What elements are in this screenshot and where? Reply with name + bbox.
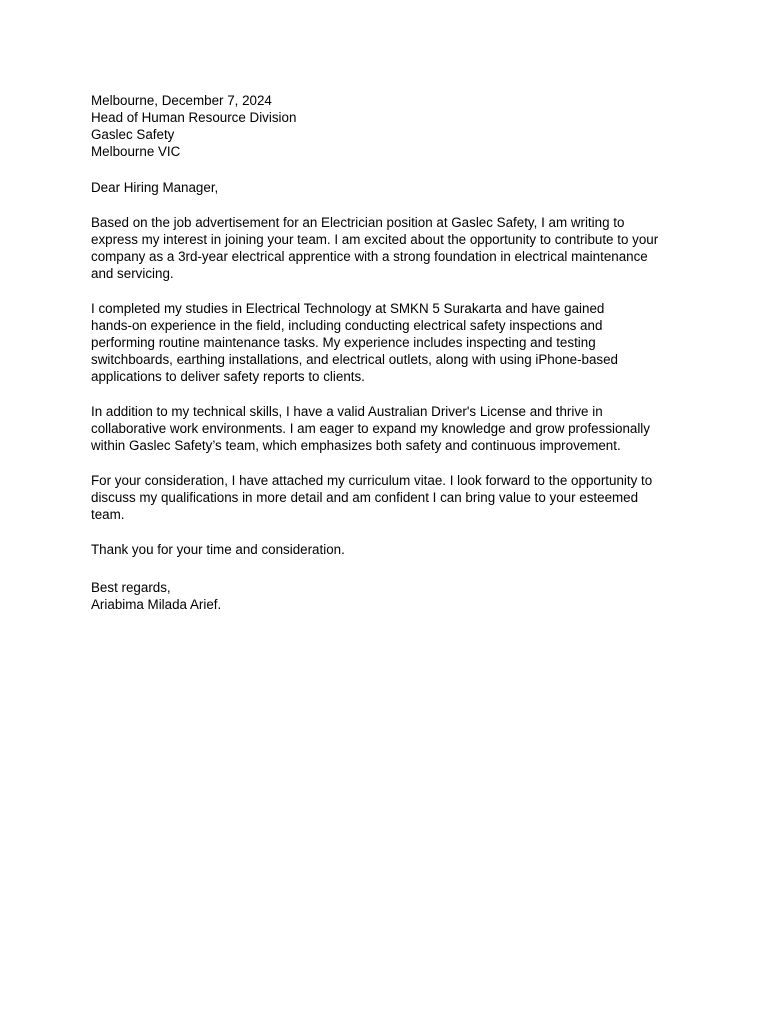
valediction: Best regards, [91, 580, 171, 595]
cover-letter [91, 92, 681, 613]
salutation: Dear Hiring Manager, [91, 180, 219, 195]
paragraph-line: I completed my studies in Electrical Technology at SMKN 5 Surakarta and have gained [91, 301, 605, 316]
letter-header [91, 92, 681, 160]
paragraph-line: For your consideration, I have attached my curriculum vitae. I look forward to the opportunity to [91, 473, 653, 488]
paragraph-experience [91, 300, 681, 385]
paragraph-line: team. [91, 507, 125, 522]
paragraph-line: express my interest in joining your team. I am excited about the opportunity to contribute to your [91, 232, 659, 247]
paragraph-line: hands-on experience in the field, including conducting electrical safety inspections and [91, 318, 603, 333]
paragraph-line: applications to deliver safety reports to clients. [91, 369, 365, 384]
date-line: Melbourne, December 7, 2024 [91, 93, 272, 108]
paragraph-line: discuss my qualifications in more detail and am confident I can bring value to your esteemed [91, 490, 639, 505]
company-name: Gaslec Safety [91, 127, 175, 142]
recipient-title: Head of Human Resource Division [91, 110, 297, 125]
paragraph-line: switchboards, earthing installations, and electrical outlets, along with using iPhone-based [91, 352, 619, 367]
signature-name: Ariabima Milada Arief. [91, 597, 222, 612]
paragraph-line: company as a 3rd-year electrical apprentice with a strong foundation in electrical maintenance [91, 249, 648, 264]
paragraph-line: Thank you for your time and consideration. [91, 542, 345, 557]
paragraph-intro [91, 214, 681, 282]
paragraph-line: collaborative work environments. I am eager to expand my knowledge and grow professionally [91, 421, 650, 436]
paragraph-line: within Gaslec Safety’s team, which emphasizes both safety and continuous improvement. [91, 438, 621, 453]
paragraph-line: performing routine maintenance tasks. My experience includes inspecting and testing [91, 335, 596, 350]
paragraph-skills [91, 403, 681, 454]
paragraph-line: Based on the job advertisement for an Electrician position at Gaslec Safety, I am writing to [91, 215, 625, 230]
letter-closing [91, 579, 681, 613]
company-location: Melbourne VIC [91, 144, 181, 159]
paragraph-line: and servicing. [91, 266, 174, 281]
paragraph-line: In addition to my technical skills, I have a valid Australian Driver's License and thrive in [91, 404, 603, 419]
paragraph-consideration [91, 472, 681, 523]
paragraph-thanks [91, 541, 681, 558]
